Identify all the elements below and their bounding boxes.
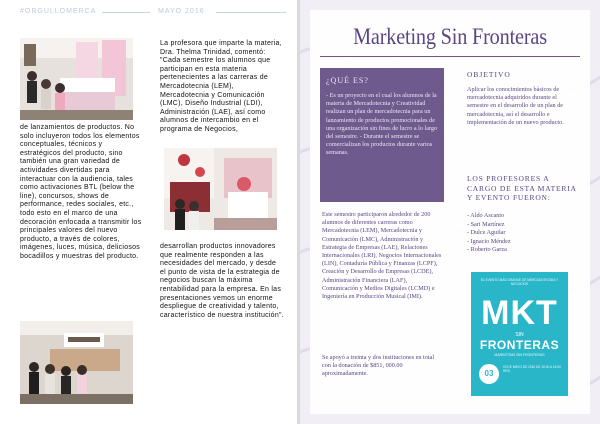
list-item: - Aldo Ascanio <box>467 212 505 219</box>
objetivo-text: Aplicar los conocimientos básicos de mercadotecnia adquiridos durante el semestre en el desarrollo de un plan de mercadotecnia, así el desarrollo e implementación de un nuevo producto. <box>467 86 564 126</box>
photo-decorated-stand <box>164 148 277 230</box>
header-hashtag: #ORGULLOMERCA <box>20 8 97 15</box>
list-item: - Ignacio Méndez <box>467 237 511 245</box>
photo-booth-presentation <box>20 38 133 120</box>
poster-fronteras-text: FRONTERAS <box>479 338 560 352</box>
poster-event-info: 03 DE MAYO DE 2016 DE 10:00 A 16:00 HRS. <box>503 365 561 374</box>
donation-text: Se apoyó a treinta y dos instituciones en total con la donación de $851, 000.00 aproximadamente. <box>322 354 435 378</box>
article-quote-text: desarrollan productos innovadores que realmente responden a las necesidades del mercado, y desde el punto de vista de la estrategia de negocios buscan la máxima rentabilidad para la empresa. En las presentaciones vemos un enorme despliegue de creatividad y talento, característico de nuestra institución". <box>160 243 284 319</box>
photo-team-booth <box>20 321 133 404</box>
page-header <box>20 8 285 20</box>
poster-subtitle: MARKETING SIN FRONTERAS <box>494 353 545 357</box>
header-rule <box>102 12 150 13</box>
title-rule <box>320 56 580 57</box>
left-page <box>0 0 297 424</box>
que-es-heading: ¿QUÉ ES? <box>326 76 369 85</box>
participants-text: Este semestre participaron alrededor de 200 alumnos de diferentes carreras como Mercadotecnia (LEM), Mercadotecnia y Comunicación (LMC), Administración y Estrategia de Empresas (LAE), Relaciones Internacionales (LRI), Negocios Internacionales (LIN), Contaduría Pública y Finanzas (LCPF), Creación y Desarrollo de Empresas (LCDE), Administración Financiera (LAF), Comunicación y Medios Digitales (LCMD) e Ingeniería en Producción Musical (IMI). <box>322 211 442 301</box>
event-poster <box>471 272 568 396</box>
que-es-box <box>320 68 444 202</box>
poster-mkt-logo: MKT <box>481 294 558 332</box>
poster-sin-text: SIN <box>515 332 524 338</box>
article-body-text: de lanzamientos de productos. No solo incluyeron todos los elementos conceptuales, técnicos y estratégicos del producto, sino también una gran variedad de actividades divertidas para interactuar con la audiencia, tales como activaciones BTL (below the line), concursos, shows de performance, redes sociales, etc., todo esto en el marco de una decoración enfocada a transmitir los principales valores del nuevo producto, a través de colores, imágenes, luces, música, deliciosos bocadillos y muestras del producto. <box>20 124 142 260</box>
header-date: MAYO 2016 <box>158 8 205 15</box>
profesores-list <box>467 212 579 255</box>
section-title: Marketing Sin Fronteras <box>353 24 547 49</box>
list-item: - Dulce Aguilar <box>467 229 506 236</box>
objetivo-heading: OBJETIVO <box>467 70 511 79</box>
header-rule-right <box>216 12 286 13</box>
right-page <box>300 0 600 424</box>
poster-top-text: EL EVENTO MÁS GRANDE DE MERCADOTECNIA Y NEGOCIOS <box>481 278 558 286</box>
article-intro-text: La profesora que imparte la materia, Dra. Thelma Trinidad, comentó: "Cada semestre los alumnos que participan en esta materia pertenecientes a las carreras de Mercadotecnia (LEM), Mercadotecnia y Comunicación (LMC), Diseño Industrial (LDI), Administración (LAE), así como alumnos de intercambio en el programa de Negocios, <box>160 40 282 133</box>
list-item: - Roberto Garza <box>467 246 507 253</box>
list-item: - Sari Martínez <box>467 220 505 228</box>
que-es-text: - Es un proyecto en el cual los alumnos de la materia de Mercadotecnia y Creatividad realizan un plan de mercadotecnia para un lanzamiento de productos promocionales de una organización sin fines de lucro a lo largo del semestre. - Durante el semestre se comercializan los productos durante varios semanas. <box>326 92 438 157</box>
profesores-heading: LOS PROFESORES A CARGO DE ESTA MATERIA Y EVENTO FUERON: <box>467 174 577 202</box>
poster-date-badge: 03 <box>479 364 499 384</box>
